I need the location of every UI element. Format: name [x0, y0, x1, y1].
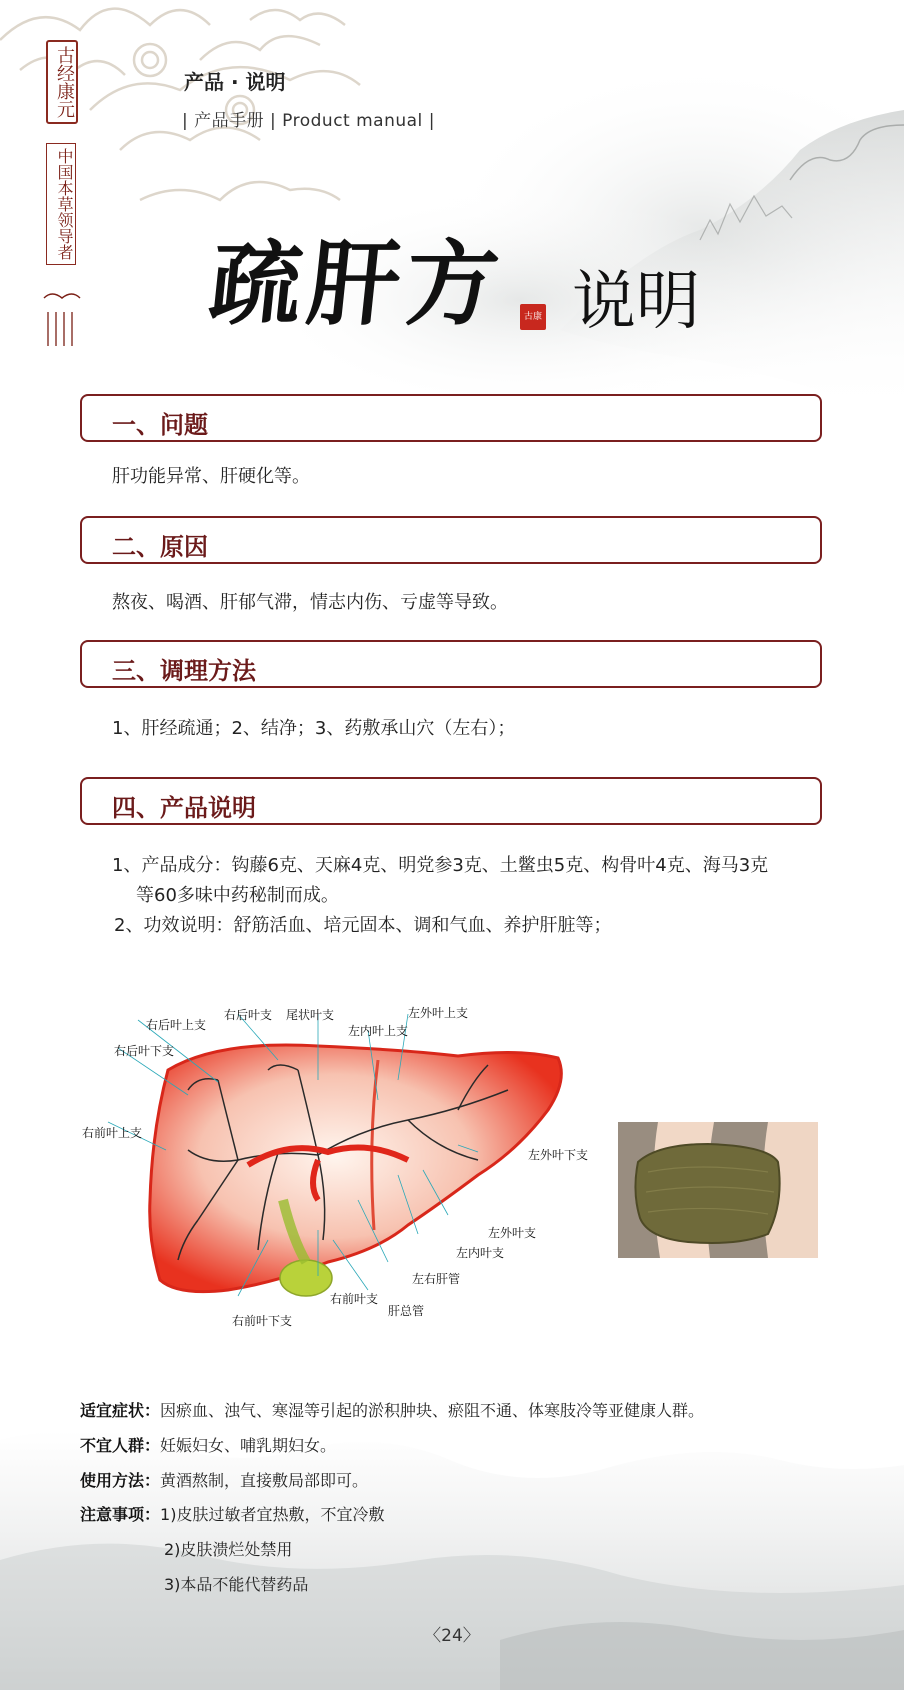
symptoms-key: 适宜症状： — [80, 1401, 161, 1420]
liver-label: 右前叶下支 — [232, 1314, 293, 1328]
usage-row — [80, 1470, 368, 1492]
brand-ornament-icon — [42, 292, 82, 352]
efficacy-text: 2、功效说明：舒筋活血、培元固本、调和气血、养护肝脏等； — [114, 915, 612, 936]
brand-tagline: 中国本草领导者 — [46, 143, 76, 265]
product-name: 疏肝方 — [204, 230, 510, 338]
page-number: 〈24〉 — [424, 1626, 480, 1646]
section-title: 二、原因 — [112, 533, 208, 561]
section-cause-text: 熬夜、喝酒、肝郁气滞，情志内伤、亏虚等导致。 — [112, 592, 508, 613]
section-problem-header — [80, 394, 822, 442]
red-seal-stamp: 古康 — [520, 304, 546, 330]
liver-label: 左外叶支 — [488, 1226, 537, 1240]
section-cause-header — [80, 516, 822, 564]
section-title: 三、调理方法 — [112, 657, 256, 685]
unsuitable-key: 不宜人群： — [80, 1436, 161, 1455]
notes-row — [80, 1504, 384, 1526]
section-title: 四、产品说明 — [112, 794, 256, 822]
liver-label: 左外叶上支 — [408, 1006, 469, 1020]
unsuitable-row — [80, 1435, 336, 1457]
section-title: 一、问题 — [112, 411, 208, 439]
unsuitable-value: 妊娠妇女、哺乳期妇女。 — [160, 1436, 337, 1455]
liver-label: 肝总管 — [388, 1304, 425, 1318]
usage-value: 黄酒熬制，直接敷局部即可。 — [160, 1471, 369, 1490]
liver-label: 尾状叶支 — [286, 1008, 335, 1022]
symptoms-row — [80, 1400, 704, 1422]
brand-seal: 古经康元 — [46, 40, 78, 124]
liver-label: 右前叶支 — [330, 1292, 379, 1306]
section-method-header — [80, 640, 822, 688]
header-title: 产品 · 说明 — [184, 70, 286, 94]
liver-label: 右前叶上支 — [82, 1126, 143, 1140]
usage-key: 使用方法： — [80, 1471, 161, 1490]
header-subtitle: | 产品手册 | Product manual | — [182, 111, 435, 131]
notes-key: 注意事项： — [80, 1505, 161, 1524]
liver-label: 右后叶支 — [224, 1008, 273, 1022]
ingredients-text-cont: 等60多味中药秘制而成。 — [136, 885, 339, 906]
note-item: 2)皮肤溃烂处禁用 — [164, 1540, 293, 1559]
liver-label: 左右肝管 — [412, 1272, 461, 1286]
liver-label: 右后叶上支 — [146, 1018, 207, 1032]
symptoms-value: 因瘀血、浊气、寒湿等引起的淤积肿块、瘀阻不通、体寒肢冷等亚健康人群。 — [160, 1401, 705, 1420]
liver-label: 右后叶下支 — [114, 1044, 175, 1058]
section-problem-text: 肝功能异常、肝硬化等。 — [112, 466, 310, 487]
liver-label: 左外叶下支 — [528, 1148, 589, 1162]
liver-label: 左内叶上支 — [348, 1024, 409, 1038]
section-method-text: 1、肝经疏通；2、结净；3、药敷承山穴（左右）； — [112, 718, 516, 739]
note-item: 1)皮肤过敏者宜热敷，不宜冷敷 — [160, 1505, 385, 1524]
herbal-compress-photo — [618, 1122, 818, 1258]
title-suffix: 说明 — [572, 265, 700, 339]
section-product-header — [80, 777, 822, 825]
ingredients-text: 1、产品成分：钩藤6克、天麻4克、明党参3克、土鳖虫5克、构骨叶4克、海马3克 — [112, 855, 769, 876]
liver-label: 左内叶支 — [456, 1246, 505, 1260]
liver-diagram — [78, 1000, 598, 1340]
note-item: 3)本品不能代替药品 — [164, 1575, 309, 1594]
